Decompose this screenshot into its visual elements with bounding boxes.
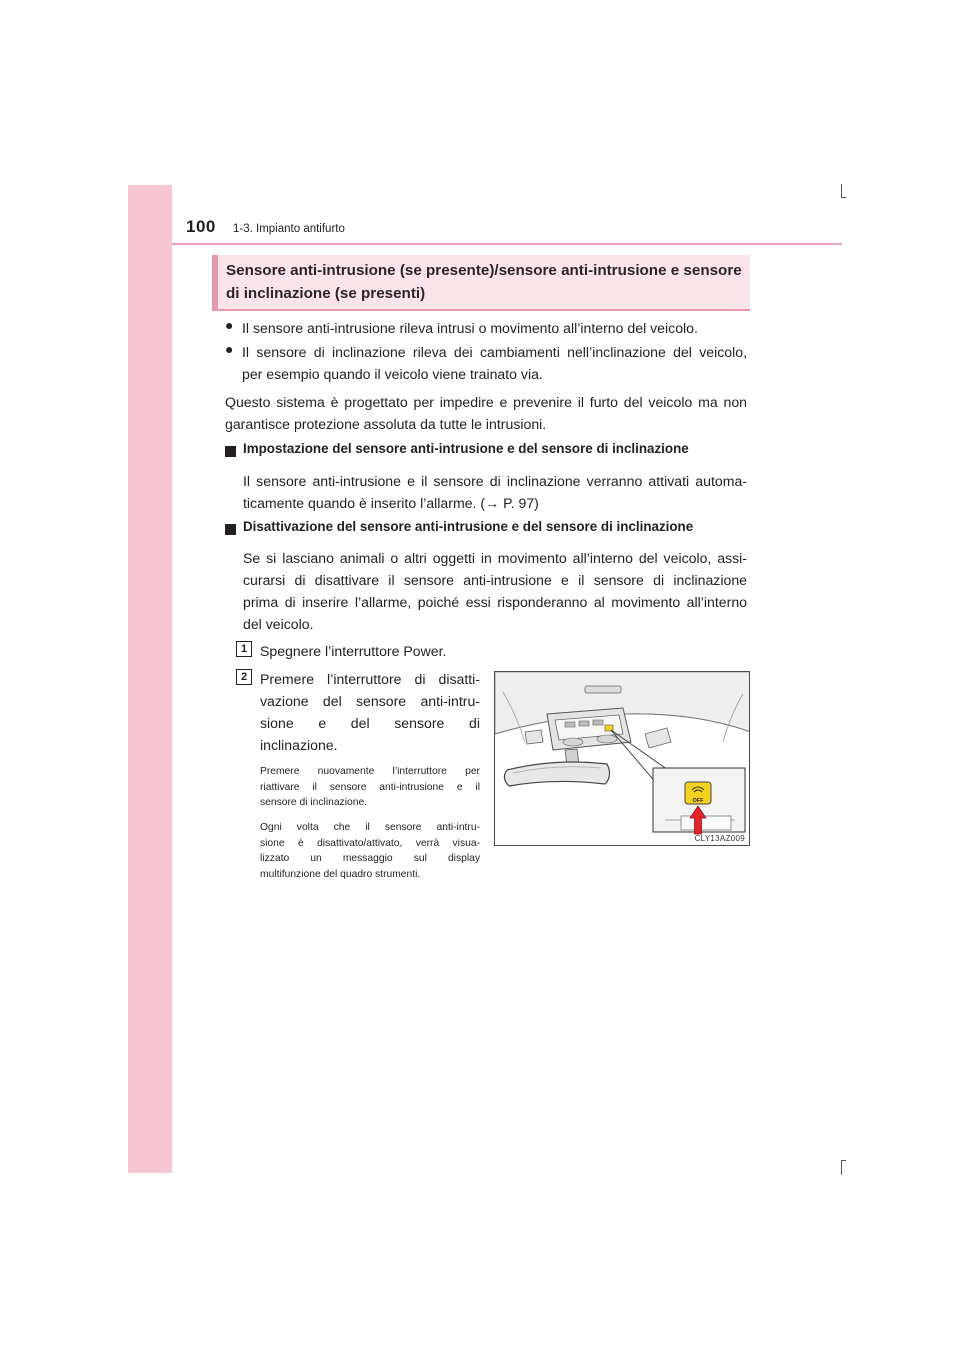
square-bullet-icon	[225, 446, 236, 457]
deactivation-heading: Disattivazione del sensore anti-intrusione e del sensore di inclinazione	[243, 519, 694, 534]
bullet-line: Il sensore anti-intrusione rileva intrusi o movimento all’interno del veicolo.	[242, 320, 698, 336]
setting-line: ticamente quando è inserito l’allarme. (→ P. 97)	[243, 495, 539, 511]
side-color-band	[128, 185, 172, 1173]
bullet-text	[242, 317, 747, 339]
bullet-text	[242, 341, 747, 385]
header-rule	[172, 243, 842, 245]
step-text	[260, 668, 480, 756]
note-paragraph	[260, 820, 480, 882]
note-line: riattivare il sensore anti-intrusione e il	[260, 781, 480, 793]
crop-mark-top-tick	[841, 197, 846, 198]
step-line: sione e del sensore di	[260, 715, 480, 731]
setting-line: Il sensore anti-intrusione e il sensore di inclinazione verranno attivati automa-	[243, 473, 747, 489]
deactivation-line: curarsi di disattivare il sensore anti-intrusione e il sensore di inclinazione	[243, 572, 747, 588]
note-line: sensore di inclinazione.	[260, 797, 368, 808]
overhead-console-drawing	[495, 672, 750, 846]
step-line: vazione del sensore anti-intru-	[260, 693, 480, 709]
step-number-box: 1	[236, 641, 252, 657]
intro-line: garantisce protezione assoluta da tutte le intrusioni.	[225, 416, 547, 432]
bullet-line: Il sensore di inclinazione rileva dei cambiamenti nell’inclinazione del veicolo,	[242, 344, 747, 360]
note-line: Ogni volta che il sensore anti-intru-	[260, 822, 480, 833]
note-line: lizzato un messaggio sul display	[260, 853, 480, 864]
deactivation-line: del veicolo.	[243, 616, 314, 632]
setting-heading: Impostazione del sensore anti-intrusione e del sensore di inclinazione	[243, 441, 689, 456]
deactivation-line: Se si lasciano animali o altri oggetti in movimento all’interno del veicolo, assi-	[243, 550, 747, 566]
section-heading-line2: di inclinazione (se presenti)	[226, 285, 426, 302]
step-line: Premere l’interruttore di disatti-	[260, 671, 480, 687]
section-heading-underline	[212, 309, 750, 311]
crop-mark-top	[841, 184, 842, 198]
crop-mark-bottom-tick	[841, 1160, 846, 1161]
step-line: inclinazione.	[260, 737, 338, 753]
crop-mark-bottom	[841, 1160, 842, 1175]
deactivation-paragraph	[243, 547, 747, 635]
bullet-line: per esempio quando il veicolo viene trainato via.	[242, 366, 543, 382]
overhead-console-illustration	[494, 671, 750, 846]
setting-paragraph	[243, 470, 747, 514]
section-heading	[212, 255, 750, 310]
section-label: 1-3. Impianto antifurto	[233, 223, 345, 235]
step-text: Spegnere l’interruttore Power.	[260, 643, 447, 659]
page-number: 100	[186, 217, 216, 236]
step-number-box: 2	[236, 669, 252, 685]
square-bullet-icon	[225, 524, 236, 535]
intro-paragraph	[225, 391, 747, 435]
note-line: sione è disattivato/attivato, verrà visua-	[260, 837, 480, 849]
note-line: multifunzione del quadro strumenti.	[260, 868, 421, 880]
bullet-marker: ●	[225, 317, 234, 333]
note-line: Premere nuovamente l’interruttore per	[260, 766, 480, 777]
deactivation-line: prima di inserire l’allarme, poiché essi risponderanno al movimento all’interno	[243, 594, 747, 610]
off-button-label: OFF	[692, 798, 704, 804]
intro-line: Questo sistema è progettato per impedire e prevenire il furto del veicolo ma non	[225, 394, 747, 410]
note-paragraph	[260, 764, 480, 811]
bullet-marker: ●	[225, 341, 234, 357]
section-heading-line1: Sensore anti-intrusione (se presente)/sensore anti-intrusione e sensore	[226, 262, 742, 279]
figure-code: CLY13AZ009	[694, 834, 745, 843]
